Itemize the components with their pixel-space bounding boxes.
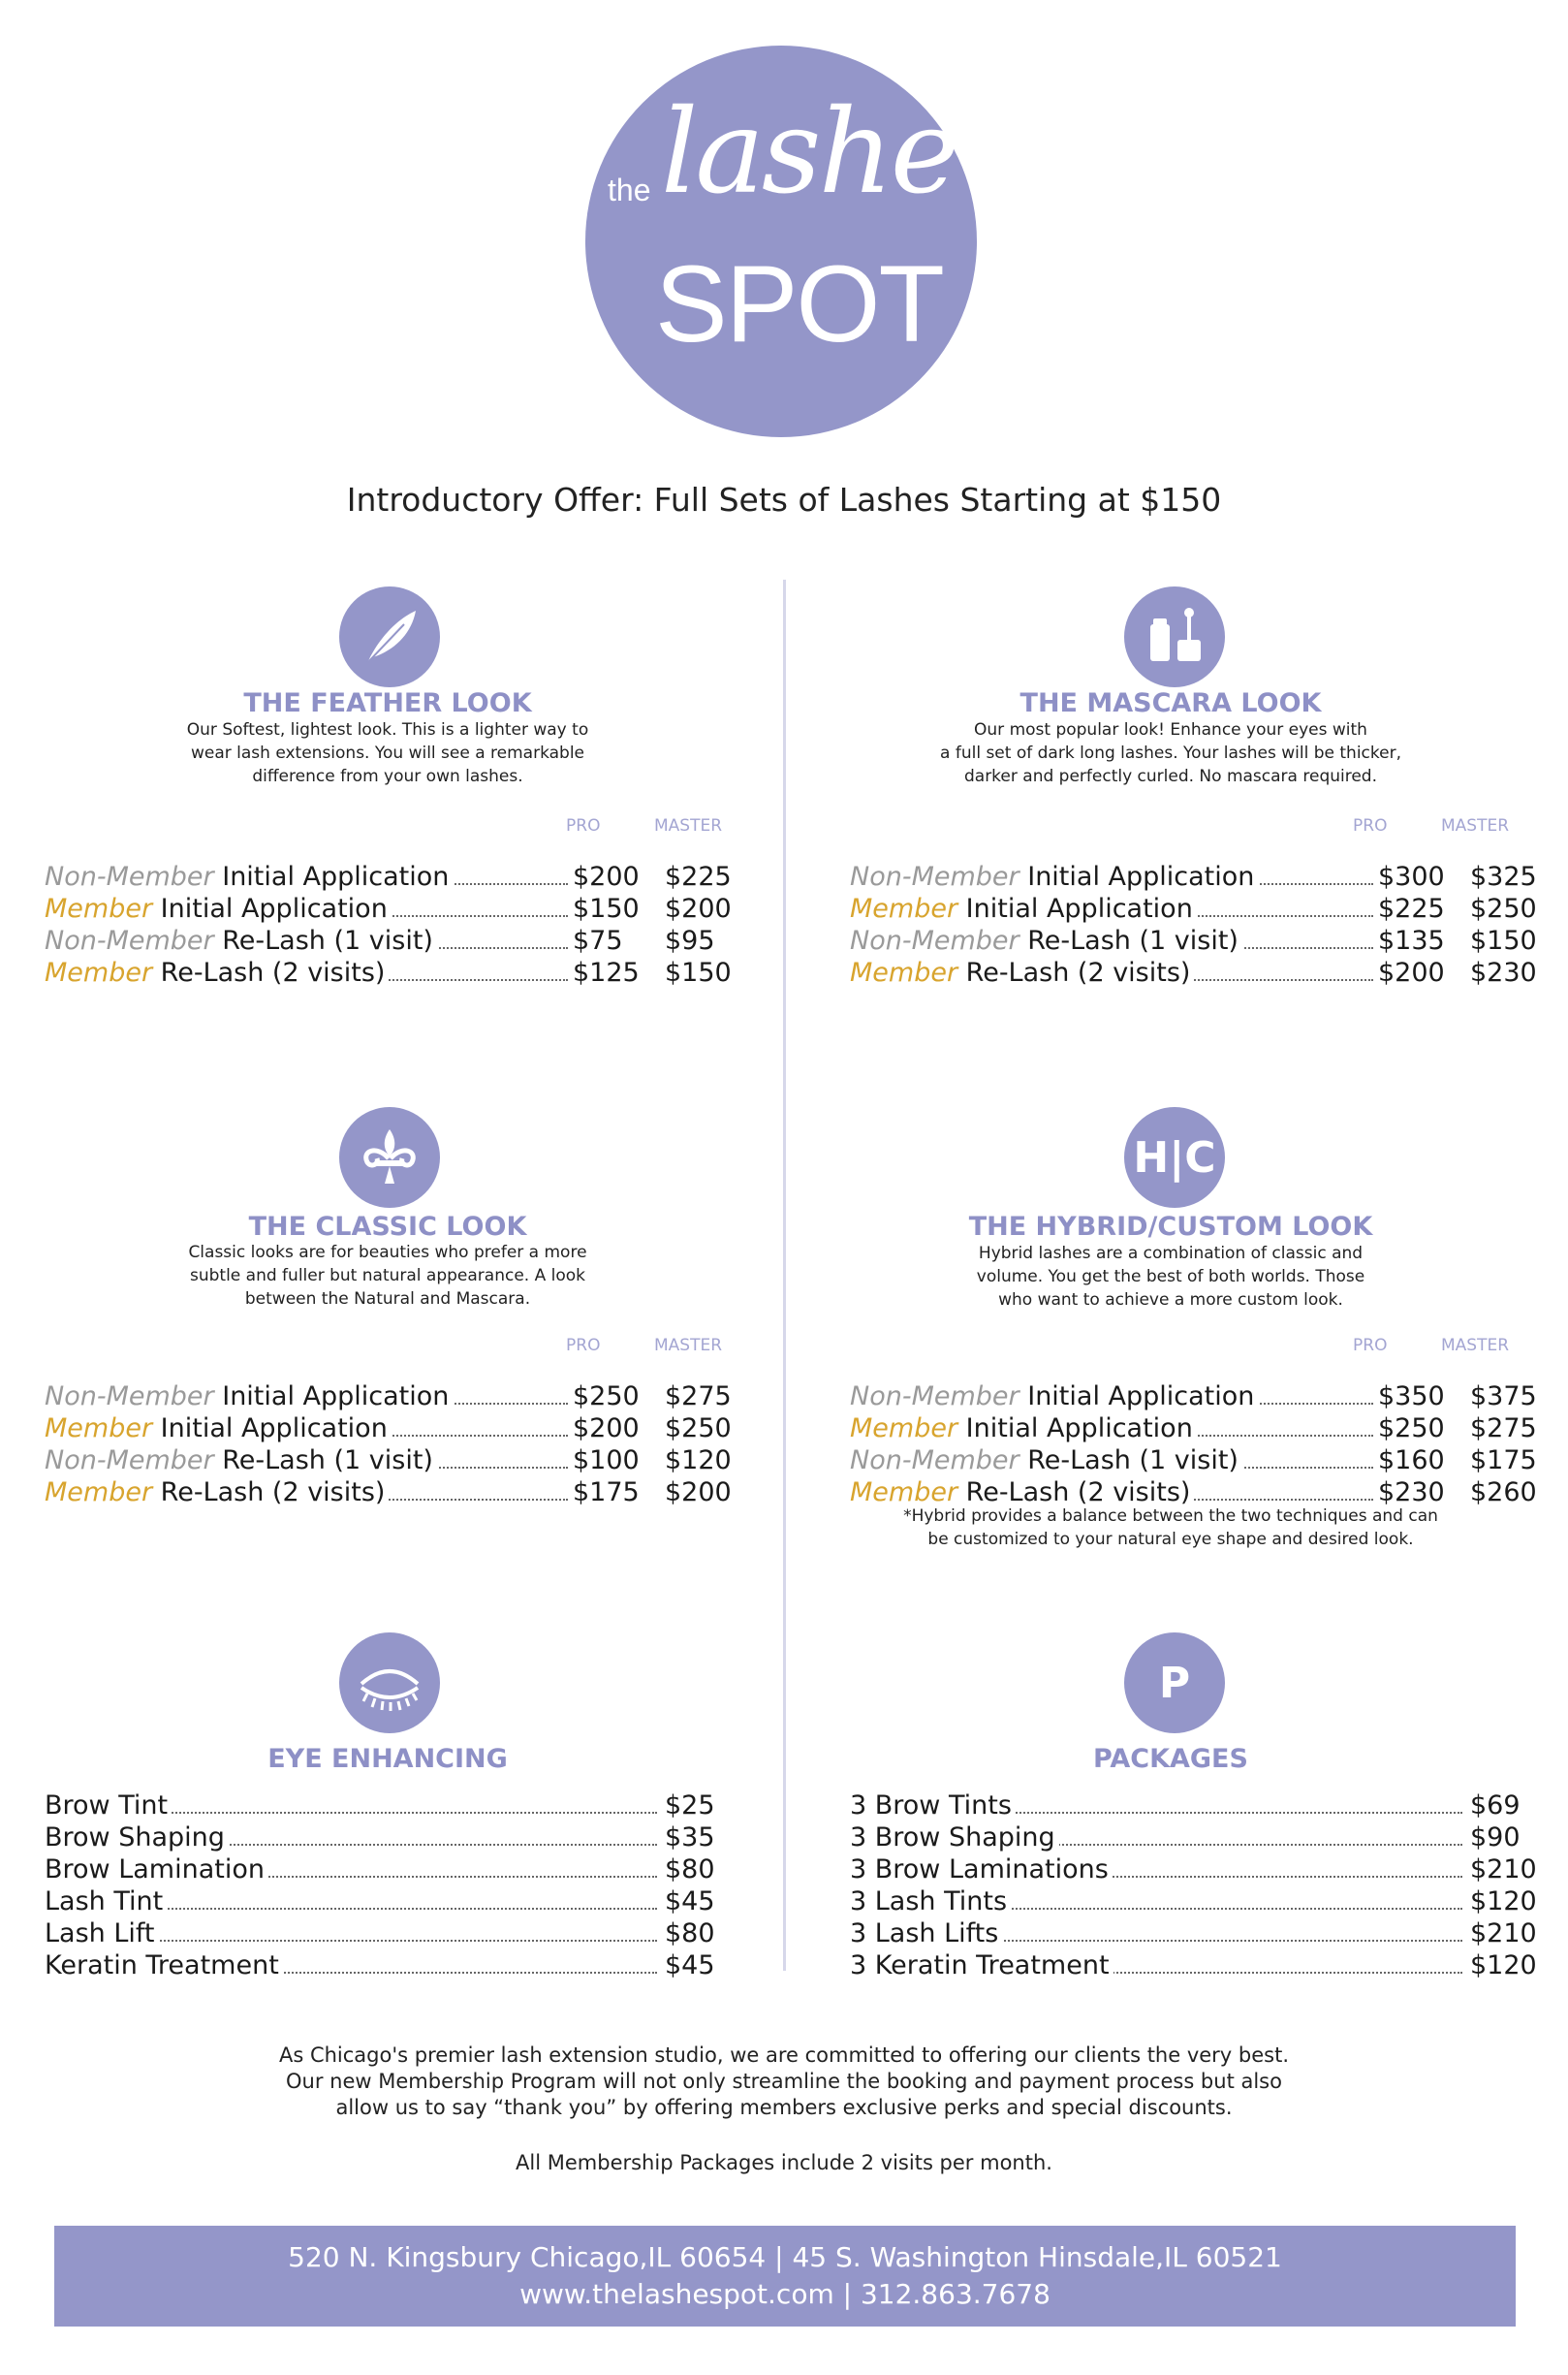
service-label: 3 Brow Shaping [850,1821,1059,1853]
master-price: $150 [665,958,732,988]
packages-icon [1124,1632,1225,1733]
mascara-price-row [850,925,1567,957]
pro-price: $250 [573,1381,640,1411]
classic-col-pro: PRO [566,1336,601,1355]
service-label: Re-Lash (1 visit) [222,926,433,956]
master-price: $120 [665,1445,732,1475]
member-tag: Member [45,894,153,924]
feather-price-row [45,861,762,893]
column-divider [783,580,786,1971]
row-label [850,861,1258,893]
master-price: $325 [1470,862,1537,892]
service-label: Brow Lamination [45,1853,268,1885]
master-price: $230 [1470,958,1537,988]
service-label: 3 Brow Laminations [850,1853,1113,1885]
member-tag: Member [850,1413,958,1443]
service-label: Initial Application [222,862,450,892]
logo-spot: SPOT [655,243,943,364]
packages-title: PACKAGES [1093,1744,1248,1774]
service-label: Lash Tint [45,1885,167,1917]
eye-price-row [45,1949,742,1981]
intro-offer: Introductory Offer: Full Sets of Lashes Starting at $150 [346,481,1222,519]
row-label [45,893,392,925]
eye-price-row [45,1885,742,1917]
row-label [850,957,1194,989]
pro-price: $230 [1378,1477,1445,1507]
row-label [850,893,1197,925]
classic-col-master: MASTER [654,1336,723,1355]
member-tag: Member [45,1413,153,1443]
feather-price-row [45,957,762,989]
row-label [850,1444,1242,1476]
contact-bar [54,2226,1516,2327]
service-label: Initial Application [222,1381,450,1411]
hybrid-icon [1124,1107,1225,1208]
service-label: Re-Lash (1 visit) [1027,926,1239,956]
service-label: Re-Lash (2 visits) [160,958,386,988]
price: $80 [665,1854,715,1884]
feather-title: THE FEATHER LOOK [243,688,532,718]
pro-price: $350 [1378,1381,1445,1411]
eye-price-row [45,1853,742,1885]
hybrid-col-master: MASTER [1441,1336,1510,1355]
classic-title: THE CLASSIC LOOK [248,1212,527,1242]
master-price: $95 [665,926,715,956]
master-price: $250 [1470,894,1537,924]
member-tag: Member [850,894,958,924]
service-label: Initial Application [160,1413,388,1443]
master-price: $200 [665,894,732,924]
price: $35 [665,1822,715,1852]
pro-price: $175 [573,1477,640,1507]
packages-price-row [850,1917,1548,1949]
master-price: $260 [1470,1477,1537,1507]
membership-paragraph: As Chicago's premier lash extension studio, we are committed to offering our clients the very best. Our new Membership Program will not only streamline the booking and payment process but also allow us to say “thank you” by offering members exclusive perks and special discounts. [278,2043,1290,2119]
eye-price-row [45,1917,742,1949]
service-label: Re-Lash (2 visits) [160,1477,386,1507]
service-label: 3 Lash Lifts [850,1917,1002,1949]
classic-price-row [45,1380,762,1412]
price: $45 [665,1886,715,1916]
feather-col-pro: PRO [566,816,601,836]
packages-price-row [850,1853,1548,1885]
row-label [45,861,453,893]
pro-price: $125 [573,958,640,988]
mascara-price-row [850,957,1567,989]
feather-price-row [45,925,762,957]
hybrid-col-pro: PRO [1353,1336,1388,1355]
master-price: $375 [1470,1381,1537,1411]
logo-lashe: lashe [661,85,956,220]
non-member-tag: Non-Member [850,1445,1019,1475]
non-member-tag: Non-Member [45,926,214,956]
feather-desc: Our Softest, lightest look. This is a lighter way to wear lash extensions. You will see a remarkable difference from your own lashes. [186,720,589,786]
mascara-price-row [850,893,1567,925]
row-label [850,1412,1197,1444]
mascara-col-master: MASTER [1441,816,1510,836]
master-price: $175 [1470,1445,1537,1475]
hybrid-price-row [850,1444,1567,1476]
pro-price: $200 [573,862,640,892]
classic-price-row [45,1444,762,1476]
contact-info: www.thelashespot.com | 312.863.7678 [519,2278,1051,2310]
master-price: $225 [665,862,732,892]
row-label [45,1412,392,1444]
master-price: $275 [665,1381,732,1411]
price: $90 [1470,1822,1521,1852]
service-label: Initial Application [160,894,388,924]
addresses: 520 N. Kingsbury Chicago,IL 60654 | 45 S. Washington Hinsdale,IL 60521 [288,2241,1282,2273]
hybrid-note: *Hybrid provides a balance between the two techniques and can be customized to your natural eye shape and desired look. [903,1506,1438,1549]
service-label: Initial Application [1027,1381,1255,1411]
hybrid-price-row [850,1380,1567,1412]
non-member-tag: Non-Member [850,862,1019,892]
fleur-de-lis-icon [339,1107,440,1208]
eye-price-row [45,1789,742,1821]
price: $80 [665,1918,715,1948]
mascara-desc: Our most popular look! Enhance your eyes with a full set of dark long lashes. Your lashes will be thicker, darker and perfectly curled. No mascara required. [940,720,1401,786]
service-label: Re-Lash (2 visits) [965,958,1191,988]
service-label: 3 Brow Tints [850,1789,1016,1821]
row-label [45,1380,453,1412]
non-member-tag: Non-Member [45,862,214,892]
service-label: 3 Keratin Treatment [850,1949,1113,1981]
service-label: 3 Lash Tints [850,1885,1011,1917]
master-price: $250 [665,1413,732,1443]
hybrid-price-row [850,1412,1567,1444]
price: $210 [1470,1854,1537,1884]
classic-price-row [45,1412,762,1444]
packages-price-row [850,1789,1548,1821]
pro-price: $135 [1378,926,1445,956]
member-tag: Member [850,958,958,988]
pro-price: $200 [573,1413,640,1443]
mascara-price-row [850,861,1567,893]
member-tag: Member [45,958,153,988]
service-label: Initial Application [965,894,1193,924]
service-label: Re-Lash (2 visits) [965,1477,1191,1507]
price: $210 [1470,1918,1537,1948]
hybrid-desc: Hybrid lashes are a combination of classic and volume. You get the best of both worlds. Those who want to achieve a more custom look. [976,1244,1365,1310]
packages-price-row [850,1821,1548,1853]
row-label [850,1380,1258,1412]
row-label [45,1444,437,1476]
service-label: Keratin Treatment [45,1949,283,1981]
pro-price: $100 [573,1445,640,1475]
service-label: Brow Tint [45,1789,172,1821]
non-member-tag: Non-Member [45,1445,214,1475]
pro-price: $225 [1378,894,1445,924]
price: $69 [1470,1790,1521,1821]
pro-price: $160 [1378,1445,1445,1475]
pro-price: $200 [1378,958,1445,988]
classic-desc: Classic looks are for beauties who prefer a more subtle and fuller but natural appearance. A look between the Natural and Mascara. [188,1243,587,1309]
non-member-tag: Non-Member [45,1381,214,1411]
service-label: Lash Lift [45,1917,159,1949]
master-price: $275 [1470,1413,1537,1443]
closed-eye-icon [339,1632,440,1733]
row-label [45,925,437,957]
membership-visits: All Membership Packages include 2 visits per month. [516,2151,1052,2174]
member-tag: Member [45,1477,153,1507]
member-tag: Member [850,1477,958,1507]
feather-col-master: MASTER [654,816,723,836]
row-label [45,1476,389,1508]
service-label: Re-Lash (1 visit) [1027,1445,1239,1475]
feather-icon [339,586,440,687]
service-label: Re-Lash (1 visit) [222,1445,433,1475]
mascara-col-pro: PRO [1353,816,1388,836]
packages-price-row [850,1885,1548,1917]
row-label [45,957,389,989]
row-label [850,925,1242,957]
master-price: $200 [665,1477,732,1507]
hybrid-icon-text: H|C [1133,1132,1216,1183]
non-member-tag: Non-Member [850,1381,1019,1411]
mascara-title: THE MASCARA LOOK [1019,688,1322,718]
non-member-tag: Non-Member [850,926,1019,956]
price: $25 [665,1790,715,1821]
packages-icon-text: P [1158,1658,1191,1708]
pro-price: $250 [1378,1413,1445,1443]
eye-price-row [45,1821,742,1853]
price: $120 [1470,1950,1537,1980]
packages-price-row [850,1949,1548,1981]
price: $120 [1470,1886,1537,1916]
service-label: Brow Shaping [45,1821,229,1853]
price: $45 [665,1950,715,1980]
service-label: Initial Application [965,1413,1193,1443]
pro-price: $150 [573,894,640,924]
master-price: $150 [1470,926,1537,956]
service-label: Initial Application [1027,862,1255,892]
eye-enhancing-title: EYE ENHANCING [267,1744,508,1774]
pro-price: $300 [1378,862,1445,892]
classic-price-row [45,1476,762,1508]
pro-price: $75 [573,926,623,956]
mascara-icon [1124,586,1225,687]
hybrid-title: THE HYBRID/CUSTOM LOOK [968,1212,1373,1242]
logo-the: the [608,173,651,207]
feather-price-row [45,893,762,925]
